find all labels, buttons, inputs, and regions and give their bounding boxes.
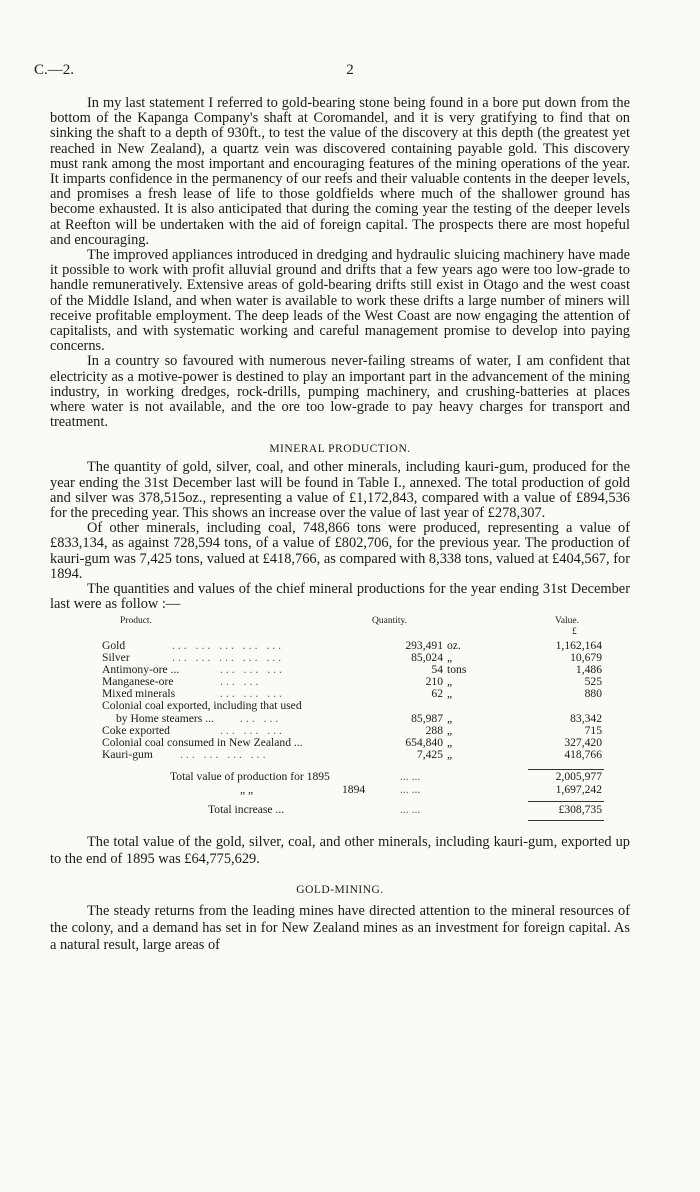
row-quantity: 210 xyxy=(425,675,443,689)
paragraph-appliances: The improved appliances introduced in dredging and hydraulic sluicing machinery have made it possible to work with profit alluvial ground and drifts that a few years ago were too low-grade to handle remuneratively. Extensive areas of gold-bearing drifts still exist in Otago and the west coast of the Middle Island, and when water is available to work these drifts a large number of miners will receive profitable employment. The deep leads of the West Coast are now engaging the attention of capitalists, and with systematic working and careful management promise to develop into paying concerns. xyxy=(50,247,630,355)
heading-mineral-production: MINERAL PRODUCTION. xyxy=(269,443,411,456)
row-product: Silver xyxy=(102,650,130,664)
header-product: Product. xyxy=(120,615,152,626)
row-quantity: 85,024 xyxy=(411,650,443,664)
row-product: Coke exported xyxy=(102,723,170,737)
total-1894-dots: ... ... xyxy=(400,782,421,796)
total-1894-ditto: „ „ xyxy=(240,782,254,796)
increase-label: Total increase ... xyxy=(208,802,285,816)
row-value: 10,679 xyxy=(570,650,602,664)
paragraph-gold-mining: The steady returns from the leading mines have directed attention to the mineral resources of the colony, and a demand has set in for New Zealand mines as an investment for foreign capital. As a natural result, large areas of xyxy=(50,902,630,953)
row-unit: tons xyxy=(447,662,467,676)
table-row xyxy=(50,700,630,712)
total-1894-year: 1894 xyxy=(342,782,366,796)
row-unit: oz. xyxy=(447,638,461,652)
increase-rule-spacer xyxy=(50,796,630,804)
row-product: Gold xyxy=(102,638,126,652)
row-quantity: 654,840 xyxy=(405,736,443,749)
row-quantity: 293,491 xyxy=(405,638,443,652)
paragraph-electricity: In a country so favoured with numerous never-failing streams of water, I am confident that electricity as a motive-power is destined to play an important part in the advancement of the mining industry, in working dredges, rock-drills, pumping machinery, and crushing-batteries at places where water is not available, and the ore too low-grade to pay heavy charges for transport and treatment. xyxy=(50,353,630,431)
table-row xyxy=(50,713,630,725)
row-unit: „ xyxy=(447,675,453,689)
row-leader: ... ... xyxy=(240,711,282,725)
production-table xyxy=(50,615,630,824)
page-number: 2 xyxy=(346,62,354,78)
paragraph-gold-silver: The quantity of gold, silver, coal, and other minerals, including kauri-gum, produced for the year ending the 31st December last will be found in Table I., annexed. The total production of gold and silver was 378,515oz., representing a value of £1,172,843, compared with a value of £894,536 for the preceding year. This shows an increase over the value of last year of £278,307. xyxy=(50,459,630,522)
row-product: Manganese-ore xyxy=(102,675,174,689)
row-value: 83,342 xyxy=(570,711,602,725)
paragraph-table-intro: The quantities and values of the chief mineral productions for the year ending 31st December last were as follow :— xyxy=(50,581,630,613)
total-rule-spacer xyxy=(50,761,630,771)
row-value: 327,420 xyxy=(564,736,602,749)
row-product: Colonial coal exported, including that used xyxy=(102,699,302,713)
row-leader: ... ... ... xyxy=(220,687,285,701)
row-value: 1,486 xyxy=(575,662,602,676)
table-row xyxy=(50,749,630,761)
row-leader: ... ... ... xyxy=(220,723,285,737)
row-product: Mixed minerals xyxy=(102,687,176,701)
increase-underline-spacer xyxy=(50,820,630,824)
row-product: Antimony-ore ... xyxy=(102,662,180,676)
total-1895-row xyxy=(50,771,630,783)
row-product: Colonial coal consumed in New Zealand ... xyxy=(102,736,303,749)
increase-value: £308,735 xyxy=(558,802,602,816)
total-1895-value: 2,005,977 xyxy=(555,770,602,784)
report-reference: C.—2. xyxy=(34,62,75,78)
total-1895-label: Total value of production for 1895 xyxy=(170,770,330,784)
row-leader: ... ... ... ... ... xyxy=(172,638,285,652)
paragraph-kapanga: In my last statement I referred to gold-bearing stone being found in a bore put down from the bottom of the Kapanga Company's shaft at Coromandel, and it is very gratifying to find that on sinking the shaft to a depth of 930ft., to test the value of the discovery at this depth (the greatest yet reached in New Zealand), a quartz vein was discovered containing payable gold. This discovery must rank among the most important and encouraging features of the mining operations of the year. It imparts confidence in the permanency of our reefs and their valuable contents in the deeper levels, and promises a fresh lease of life to those goldfields where much of the shallower ground has become exhausted. It is also anticipated that during the coming year the testing of the deeper levels at Reefton will be undertaken with the aid of foreign capital. The prospects there are most hopeful and encouraging. xyxy=(50,95,630,248)
row-quantity: 54 xyxy=(431,662,443,676)
row-unit: „ xyxy=(447,736,453,749)
table-header xyxy=(50,615,630,640)
header-value-unit: £ xyxy=(572,626,577,637)
increase-rule xyxy=(528,801,604,802)
row-value: 418,766 xyxy=(564,748,602,762)
row-unit: „ xyxy=(447,723,453,737)
total-1895-dots: ... ... xyxy=(400,770,421,784)
paragraph-export-total: The total value of the gold, silver, coal, and other minerals, including kauri-gum, exported up to the end of 1895 was £64,775,629. xyxy=(50,833,630,867)
increase-dots: ... ... xyxy=(400,802,421,816)
row-leader: ... ... ... xyxy=(220,662,285,676)
row-value: 1,162,164 xyxy=(555,638,602,652)
row-leader: ... ... xyxy=(220,675,262,689)
row-value: 715 xyxy=(584,723,602,737)
document-body xyxy=(50,96,630,954)
row-quantity: 288 xyxy=(425,723,443,737)
row-leader: ... ... ... ... xyxy=(180,748,269,762)
row-quantity: 85,987 xyxy=(411,711,443,725)
row-unit: „ xyxy=(447,687,453,701)
table-row xyxy=(50,640,630,652)
row-unit: „ xyxy=(447,711,453,725)
row-value: 525 xyxy=(584,675,602,689)
row-leader: ... ... ... ... ... xyxy=(172,650,285,664)
row-quantity: 7,425 xyxy=(416,748,443,762)
increase-underline xyxy=(528,820,604,821)
header-value: Value. xyxy=(555,615,580,626)
paragraph-other-minerals: Of other minerals, including coal, 748,866 tons were produced, representing a value of £833,134, as against 728,594 tons, of a value of £802,706, for the previous year. The production of kauri-gum was 7,425 tons, valued at £418,766, as compared with 8,338 tons, valued at £404,567, for 1894. xyxy=(50,520,630,582)
total-1894-value: 1,697,242 xyxy=(555,782,602,796)
row-product: by Home steamers ... xyxy=(116,711,214,725)
row-unit: „ xyxy=(447,748,453,762)
row-product: Kauri-gum xyxy=(102,748,153,762)
row-value: 880 xyxy=(584,687,602,701)
row-quantity: 62 xyxy=(431,687,443,701)
total-increase-row xyxy=(50,804,630,820)
heading-gold-mining: GOLD-MINING. xyxy=(296,883,384,896)
header-quantity: Quantity. xyxy=(372,615,408,626)
row-unit: „ xyxy=(447,650,453,664)
total-1894-row xyxy=(50,784,630,796)
